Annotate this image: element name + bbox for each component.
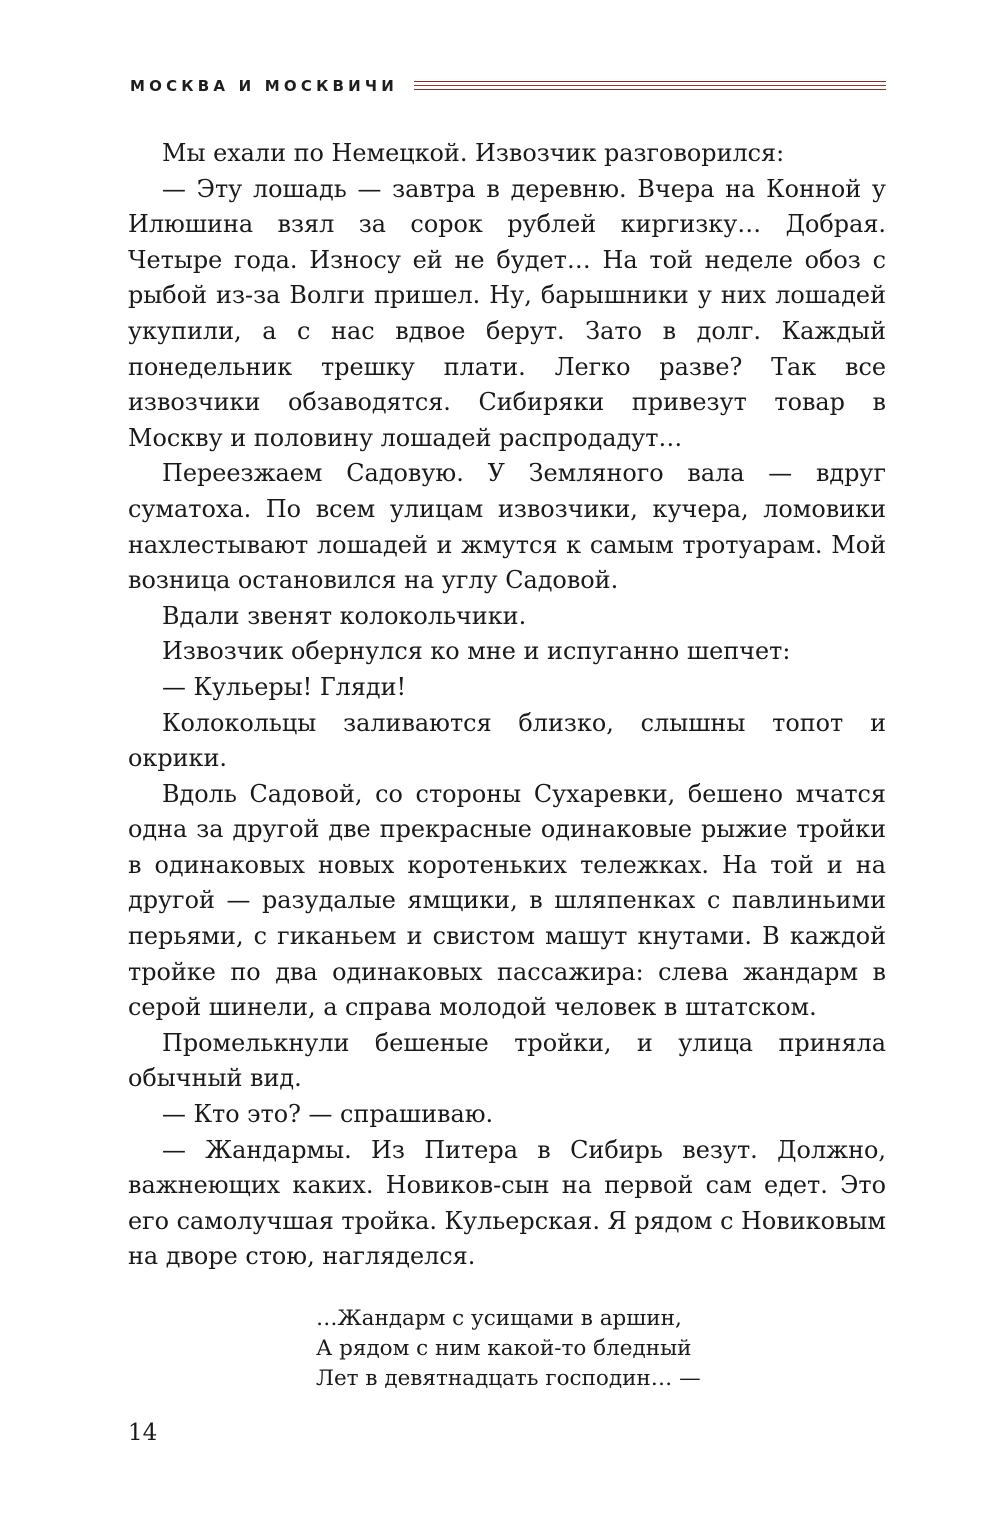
running-head [130,72,886,102]
paragraph: Извозчик обернулся ко мне и испуганно шепчет: [162,637,791,666]
header-rule [414,81,886,90]
paragraph: — Эту лошадь — завтра в деревню. Вчера на Конной у Илюшина взял за сорок рублей киргизку… Добрая. Четыре года. Износу ей не будет… На той неделе обоз с рыбой из-за Волги пришел. Ну, барышники у них лошадей укупили, а с нас вдвое берут. Зато в долг. Каждый понедельник трешку плати. Легко разве? Так все извозчики обзаводятся. Сибиряки привезут товар в Москву и половину лошадей распродадут… [128,174,886,452]
paragraph: Мы ехали по Немецкой. Извозчик разговорился: [162,139,785,167]
verse-quote [316,1304,701,1394]
paragraph: Промелькнули бешеные тройки, и улица приняла обычный вид. [128,1028,886,1093]
page-number: 14 [128,1420,158,1446]
paragraph: Колокольцы заливаются близко, слышны топот и окрики. [128,708,886,773]
paragraph: Вдоль Садовой, со стороны Сухаревки, бешено мчатся одна за другой две прекрасные одинаковые рыжие тройки в одинаковых новых коротеньких тележках. На той и на другой — разудалые ямщики, в шляпенках с павлиньими перьями, с гиканьем и свистом машут кнутами. В каждой тройке по два одинаковых пассажира: слева жандарм в серой шинели, а справа молодой человек в штатском. [128,779,886,1022]
running-title: МОСКВА И МОСКВИЧИ [130,77,398,95]
paragraph: Вдали звенят колокольчики. [162,601,527,630]
paragraph: — Кто это? — спрашиваю. [162,1100,494,1129]
paragraph: Переезжаем Садовую. У Земляного вала — вдруг суматоха. По всем улицам извозчики, кучера, ломовики нахлестывают лошадей и жмутся к самым тротуарам. Мой возница остановился на углу Садовой. [128,459,886,595]
verse-line: …Жандарм с усищами в аршин, [316,1306,682,1331]
paragraph: — Жандармы. Из Питера в Сибирь везут. Должно, важнеющих каких. Новиков-сын на первой сам едет. Это его самолучшая тройка. Кульерская. Я рядом с Новиковым на дворе стою, нагляделся. [128,1135,886,1271]
verse-line: А рядом с ним какой-то бледный [316,1336,692,1361]
verse-line: Лет в девятнадцать господин… — [316,1366,701,1391]
body-text [128,136,886,1275]
paragraph: — Кульеры! Гляди! [162,672,407,701]
